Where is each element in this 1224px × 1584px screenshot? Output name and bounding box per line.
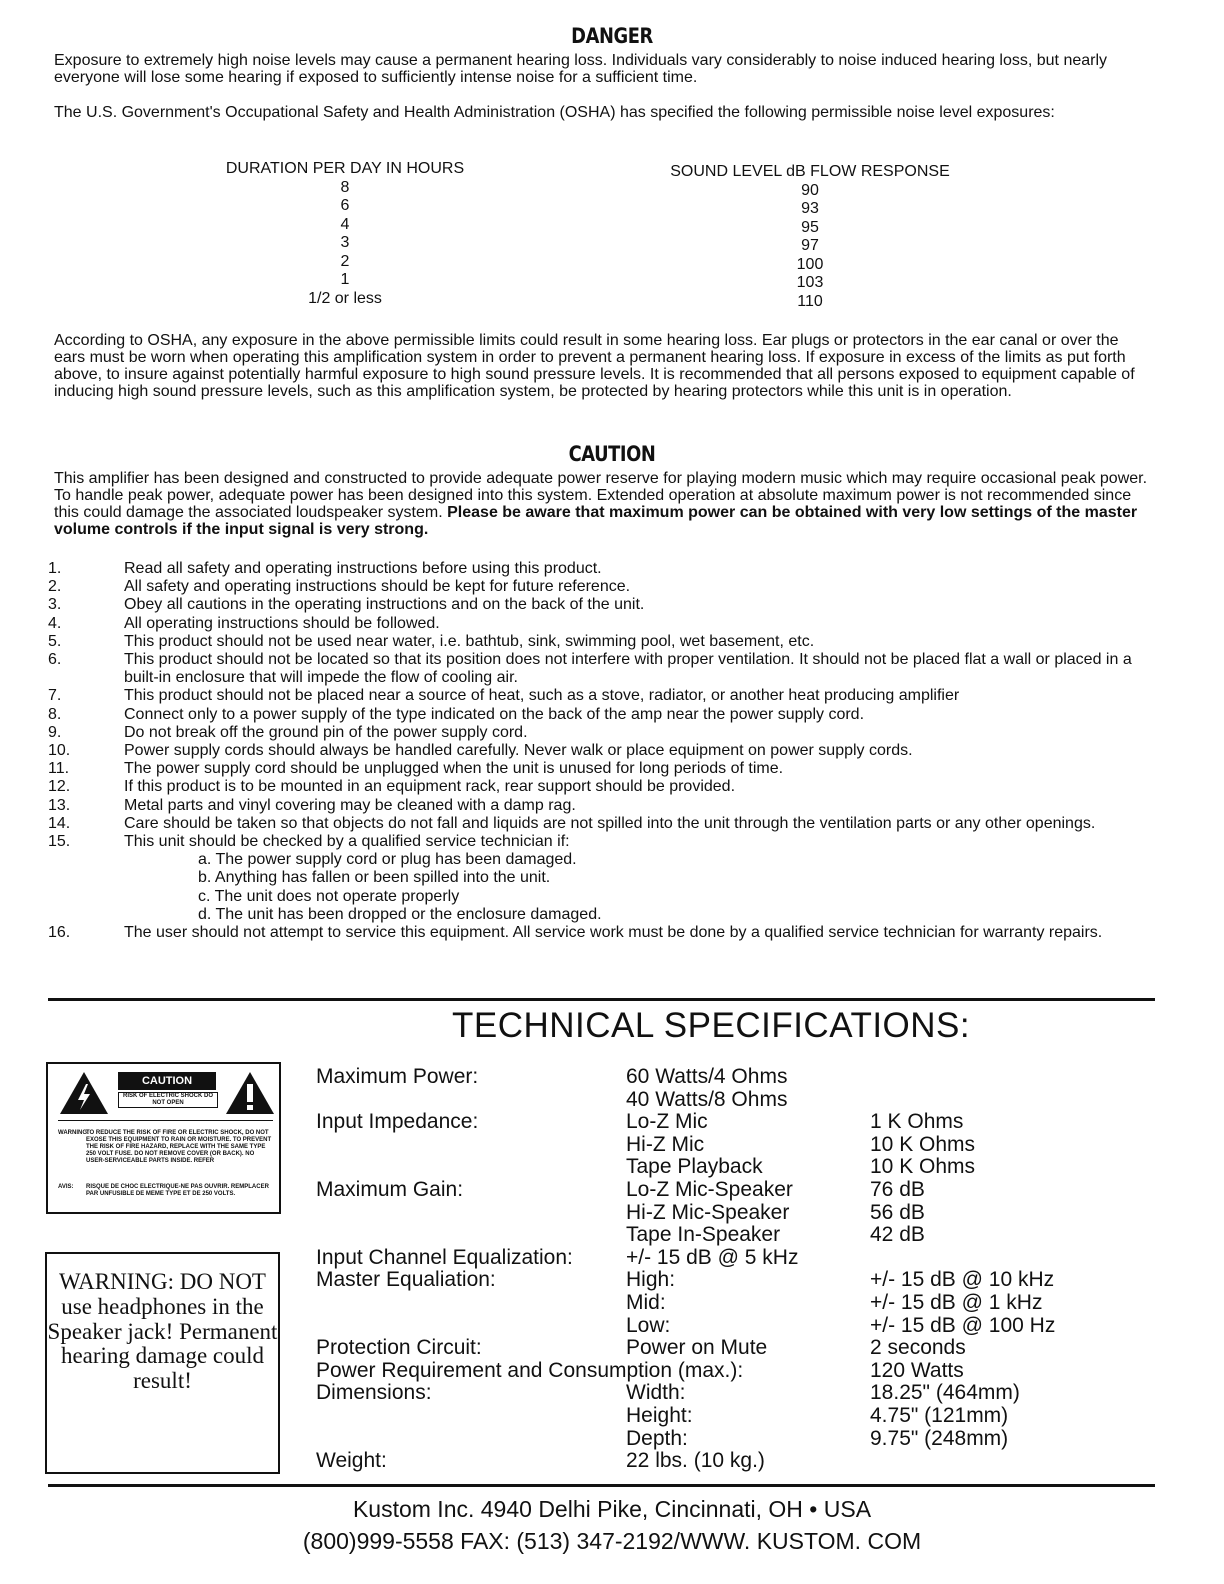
list-item-number: 12. <box>48 778 71 796</box>
spec-item: High: <box>626 1268 676 1292</box>
spec-value: +/- 15 dB @ 100 Hz <box>870 1313 1056 1337</box>
danger-paragraph-2: The U.S. Government's Occupational Safety and Health Administration (OSHA) has specified the following permissible noise level exposures: <box>54 104 1055 121</box>
list-item-text: Metal parts and vinyl covering may be cleaned with a damp rag. <box>124 796 576 814</box>
spec-label <box>316 1315 626 1338</box>
duration-value: 8 <box>340 178 350 196</box>
level-value: 100 <box>796 255 824 273</box>
spec-row <box>316 1315 1156 1338</box>
divider-top <box>48 998 1155 1001</box>
avis-text: RISQUE DE CHOC ELECTRIQUE-NE PAS OUVRIR. REMPLACER PAR UNFUSIBLE DE MEME TYPE ET DE 250 VOLTS. <box>86 1184 269 1197</box>
spec-item <box>626 1360 870 1383</box>
spec-row <box>316 1247 1156 1270</box>
spec-label <box>316 1224 626 1247</box>
spec-row <box>316 1269 1156 1292</box>
spec-item: Hi-Z Mic-Speaker <box>626 1200 790 1224</box>
spec-value: 56 dB <box>870 1200 925 1224</box>
danger-paragraph-1: Exposure to extremely high noise levels may cause a permanent hearing loss. Individuals vary considerably to noise induced hearing loss, but nearly everyone will lose some hearing if exposed to sufficiently intense noise for a sufficient time. <box>54 52 1108 86</box>
list-item-text: All safety and operating instructions should be kept for future reference. <box>124 578 631 596</box>
spec-row <box>316 1066 1156 1089</box>
duration-value: 3 <box>340 234 350 251</box>
list-item <box>48 596 1168 614</box>
list-item <box>48 578 1168 596</box>
caution-paragraph-text: This amplifier has been designed and constructed to provide adequate power reserve for playing modern music which may require occasional peak power. To handle peak power, adequate power has been designed into this system. Extended operation at absolute maximum power is not recommended since this could damage the associated loudspeaker system. <box>54 470 1148 521</box>
spec-label <box>316 1292 626 1315</box>
list-item-number: 13. <box>48 796 71 814</box>
list-item <box>48 615 1168 633</box>
list-item-number: 9. <box>48 723 62 741</box>
exclamation-warning-icon <box>224 1070 276 1116</box>
list-item <box>48 724 1168 742</box>
spec-value <box>870 1089 1156 1112</box>
spec-value: 120 Watts <box>870 1358 964 1382</box>
warning-text: TO REDUCE THE RISK OF FIRE OR ELECTRIC SHOCK, DO NOT EXOSE THIS EQUIPMENT TO RAIN OR MOISTURE. TO PREVENT THE RISK OF FIRE HAZARD, REPLACE WITH THE SAME TYPE 250 VOLT FUSE. DO NOT REMOVE COVER (OR BACK). NO USER-SERVICEABLE PARTS INSIDE. REFER <box>86 1130 272 1164</box>
list-item-text: Do not break off the ground pin of the power supply cord. <box>124 723 528 741</box>
avis-key: AVIS: <box>58 1184 74 1190</box>
duration-value: 1 <box>340 271 350 288</box>
spec-label <box>316 1134 626 1157</box>
list-item-text: The user should not attempt to service this equipment. All service work must be done by a qualified service technician for warranty repairs. <box>124 924 1103 942</box>
spec-value: 2 seconds <box>870 1336 966 1360</box>
list-item-number: 1. <box>48 560 62 577</box>
divider-bottom <box>48 1484 1155 1487</box>
list-item <box>48 815 1168 833</box>
list-item-number: 7. <box>48 687 62 705</box>
spec-value: 76 dB <box>870 1177 925 1201</box>
duration-value: 4 <box>340 215 350 233</box>
level-header: SOUND LEVEL dB FLOW RESPONSE <box>670 163 950 180</box>
spec-item: Power on Mute <box>626 1336 768 1360</box>
warning-key: WARNING: <box>58 1130 89 1136</box>
safety-instructions-list <box>48 560 1168 942</box>
tech-specs-title: TECHNICAL SPECIFICATIONS: <box>452 1006 971 1045</box>
list-item <box>48 651 1168 687</box>
list-item-text: This product should not be placed near a source of heat, such as a stove, radiator, or another heat producing amplifier <box>124 687 960 705</box>
spec-value <box>870 1066 1156 1089</box>
spec-label: Maximum Power: <box>316 1065 479 1088</box>
spec-item: Lo-Z Mic <box>626 1110 708 1134</box>
list-item-number: 3. <box>48 596 62 614</box>
spec-item: Width: <box>626 1381 686 1405</box>
spec-row <box>316 1428 1156 1451</box>
spec-row <box>316 1089 1156 1112</box>
list-item-text: This product should not be used near water, i.e. bathtub, sink, swimming pool, wet basement, etc. <box>124 632 815 650</box>
level-value: 110 <box>797 292 823 310</box>
caution-label-warning <box>58 1130 273 1165</box>
spec-item: 40 Watts/8 Ohms <box>626 1087 788 1111</box>
spec-label: Maximum Gain: <box>316 1177 464 1201</box>
spec-label <box>316 1089 626 1112</box>
list-item <box>48 778 1168 796</box>
list-item <box>48 742 1168 760</box>
spec-value: 18.25" (464mm) <box>870 1381 1020 1405</box>
list-sub-item: b. Anything has fallen or been spilled into the unit. <box>198 869 551 887</box>
spec-label <box>316 1156 626 1179</box>
list-item <box>48 633 1168 651</box>
caution-heading: CAUTION <box>568 442 656 466</box>
spec-value: 9.75" (248mm) <box>870 1426 1009 1450</box>
list-item-text: This unit should be checked by a qualified service technician if: <box>124 833 570 851</box>
duration-value: 2 <box>340 252 350 270</box>
list-item-text: Read all safety and operating instructions before using this product. <box>124 560 602 577</box>
noise-table-duration-column <box>200 160 490 308</box>
spec-row <box>316 1134 1156 1157</box>
caution-label-subtitle: RISK OF ELECTRIC SHOCK DO NOT OPEN <box>118 1092 218 1108</box>
spec-item: 22 lbs. (10 kg.) <box>626 1449 765 1473</box>
level-value: 95 <box>801 218 819 236</box>
list-item-text: Obey all cautions in the operating instructions and on the back of the unit. <box>124 596 645 614</box>
headphone-warning-box: WARNING: DO NOT use headphones in the Speaker jack! Permanent hearing damage could result! <box>45 1252 280 1474</box>
caution-label-divider <box>58 1120 273 1121</box>
list-item-text: If this product is to be mounted in an equipment rack, rear support should be provided. <box>124 778 736 796</box>
list-item <box>48 687 1168 705</box>
duration-value: 6 <box>340 197 350 214</box>
spec-label: Power Requirement and Consumption (max.): <box>316 1358 744 1382</box>
level-value: 93 <box>801 200 819 217</box>
specs-table <box>316 1066 1156 1473</box>
spec-label <box>316 1428 626 1451</box>
spec-row <box>316 1111 1156 1134</box>
footer-address: Kustom Inc. 4940 Delhi Pike, Cincinnati, OH • USA <box>352 1496 872 1522</box>
spec-item: +/- 15 dB @ 5 kHz <box>626 1245 799 1269</box>
spec-value: 4.75" (121mm) <box>870 1403 1009 1427</box>
danger-paragraph-3: According to OSHA, any exposure in the above permissible limits could result in some hearing loss. Ear plugs or protectors in the ear canal or over the ears must be worn when operating this amplification system in order to prevent a permanent hearing loss. If exposure in excess of the limits as put forth above, to insure against potentially harmful exposure to high sound pressure levels. It is recommended that all persons exposed to equipment capable of inducing high sound pressure levels, such as this amplification system, be protected by hearing protectors while this unit is in operation. <box>54 332 1135 400</box>
spec-label: Dimensions: <box>316 1381 432 1405</box>
spec-row <box>316 1292 1156 1315</box>
list-item <box>48 924 1168 942</box>
list-item-number: 6. <box>48 651 62 669</box>
list-item <box>48 797 1168 815</box>
level-value: 90 <box>801 181 819 199</box>
noise-table-level-column <box>645 163 975 311</box>
list-sub-item: d. The unit has been dropped or the enclosure damaged. <box>198 905 602 923</box>
level-value: 103 <box>796 274 824 291</box>
spec-item: Hi-Z Mic <box>626 1132 705 1156</box>
list-item-number: 11. <box>48 760 70 778</box>
list-item-number: 4. <box>48 614 62 632</box>
list-item-number: 16. <box>48 924 71 942</box>
list-item <box>48 560 1168 578</box>
spec-row <box>316 1450 1156 1473</box>
caution-paragraph-bold: Please be aware that maximum power can be obtained with very low settings of the master volume controls if the input signal is very strong. <box>54 504 1138 538</box>
duration-value: 1/2 or less <box>308 289 382 307</box>
spec-row <box>316 1360 1156 1383</box>
list-item-text: Power supply cords should always be handled carefully. Never walk or place equipment on power supply cords. <box>124 742 913 760</box>
list-item-text: This product should not be located so that its position does not interfere with proper ventilation. It should not be placed flat a wall or placed in a built-in enclosure that will impede the flow of cooling air. <box>124 651 1132 687</box>
list-sub-item: c. The unit does not operate properly <box>198 887 460 905</box>
level-value: 97 <box>801 237 819 254</box>
spec-value: +/- 15 dB @ 1 kHz <box>870 1290 1043 1314</box>
list-item-text: All operating instructions should be followed. <box>124 614 440 632</box>
spec-value: +/- 15 dB @ 10 kHz <box>870 1268 1055 1292</box>
spec-value: 10 K Ohms <box>870 1155 976 1179</box>
caution-paragraph <box>54 470 1154 538</box>
spec-row <box>316 1179 1156 1202</box>
list-item-number: 15. <box>48 833 71 851</box>
caution-label-avis <box>58 1184 273 1198</box>
spec-row <box>316 1224 1156 1247</box>
spec-label: Weight: <box>316 1449 387 1473</box>
spec-item: Tape In-Speaker <box>626 1223 781 1247</box>
spec-item: Lo-Z Mic-Speaker <box>626 1177 793 1201</box>
list-sub-item: a. The power supply cord or plug has been damaged. <box>198 851 577 869</box>
list-item-text: The power supply cord should be unplugged when the unit is unused for long periods of time. <box>124 760 784 778</box>
caution-label-title: CAUTION <box>118 1072 216 1090</box>
spec-value <box>870 1247 1156 1270</box>
spec-row <box>316 1202 1156 1225</box>
list-item-number: 2. <box>48 578 62 596</box>
list-item-text: Connect only to a power supply of the type indicated on the back of the amp near the power supply cord. <box>124 705 865 723</box>
list-item <box>48 706 1168 724</box>
spec-value: 42 dB <box>870 1223 925 1247</box>
spec-label <box>316 1405 626 1428</box>
caution-label-box <box>46 1062 281 1214</box>
list-item-number: 14. <box>48 814 71 832</box>
spec-label: Input Impedance: <box>316 1110 479 1134</box>
danger-heading: DANGER <box>571 24 653 48</box>
spec-item: Height: <box>626 1403 693 1427</box>
duration-header: DURATION PER DAY IN HOURS <box>225 160 465 177</box>
spec-row <box>316 1405 1156 1428</box>
spec-label: Protection Circuit: <box>316 1336 482 1360</box>
spec-value <box>870 1450 1156 1473</box>
spec-row <box>316 1156 1156 1179</box>
list-item <box>48 760 1168 778</box>
spec-label: Master Equaliation: <box>316 1268 496 1292</box>
spec-label <box>316 1202 626 1225</box>
list-item-text: Care should be taken so that objects do not fall and liquids are not spilled into the unit through the ventilation parts or any other openings. <box>124 814 1096 832</box>
spec-item: Tape Playback <box>626 1155 763 1179</box>
lightning-warning-icon <box>58 1070 110 1116</box>
spec-item: Mid: <box>626 1290 666 1314</box>
spec-value: 10 K Ohms <box>870 1132 976 1156</box>
list-item-number: 5. <box>48 632 62 650</box>
spec-item: Low: <box>626 1313 671 1337</box>
list-item-number: 8. <box>48 705 62 723</box>
spec-value: 1 K Ohms <box>870 1110 964 1134</box>
spec-item: 60 Watts/4 Ohms <box>626 1065 788 1088</box>
spec-label: Input Channel Equalization: <box>316 1245 573 1269</box>
spec-row <box>316 1382 1156 1405</box>
spec-row <box>316 1337 1156 1360</box>
spec-item: Depth: <box>626 1426 688 1450</box>
list-item <box>48 833 1168 851</box>
footer-contact: (800)999-5558 FAX: (513) 347-2192/WWW. KUSTOM. COM <box>302 1528 922 1554</box>
list-item-number: 10. <box>48 742 71 760</box>
